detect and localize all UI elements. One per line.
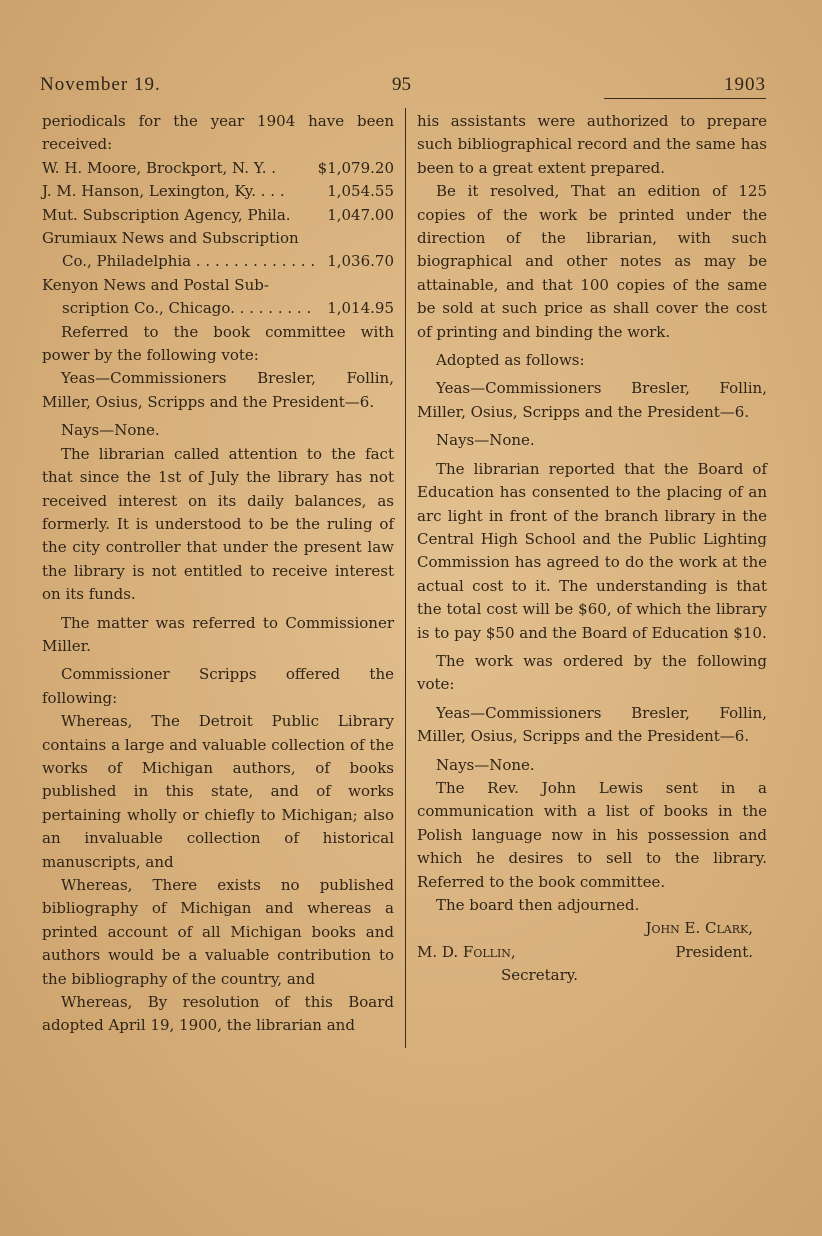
paragraph: The matter was referred to Commissioner Miller. — [42, 613, 394, 655]
paragraph: The board then adjourned. — [436, 896, 640, 914]
bidder-name: W. H. Moore, Brockport, N. Y. . — [42, 158, 277, 177]
bid-amount: 1,054.55 — [327, 182, 394, 201]
bid-amount: 1,047.00 — [327, 205, 394, 224]
vote-yeas: Yeas—Commissioners Bresler, Follin, Miller, Osius, Scripps and the President—6. — [417, 379, 767, 421]
header-rule — [604, 98, 766, 99]
bidder-name: Grumiaux News and Subscription — [42, 229, 299, 248]
paragraph: Adopted as follows: — [436, 351, 585, 370]
paragraph: Referred to the book committee with power by the following vote: — [42, 322, 394, 365]
bid-entry — [42, 204, 394, 227]
secretary-name: M. D. Follin, — [417, 942, 516, 961]
bid-entry — [42, 297, 394, 320]
bid-entry — [42, 227, 394, 250]
bid-amount: $1,079.20 — [317, 158, 394, 177]
vote-yeas: Yeas—Commissioners Bresler, Follin, Miller, Osius, Scripps and the President—6. — [417, 703, 767, 746]
vote-nays: Nays—None. — [61, 421, 160, 440]
paragraph: The work was ordered by the following vote: — [417, 651, 767, 694]
paragraph: periodicals for the year 1904 have been received: — [42, 112, 394, 154]
signature-block — [417, 917, 767, 987]
bid-entry — [42, 180, 394, 203]
page-number: 95 — [392, 74, 411, 95]
president-name: John E. Clark, — [645, 919, 753, 938]
right-column — [417, 110, 767, 988]
vote-nays: Nays—None. — [436, 431, 535, 450]
bid-list — [42, 157, 394, 321]
secretary-title: Secretary. — [501, 966, 578, 985]
paragraph: Whereas, By resolution of this Board adopted April 19, 1900, the librarian and — [42, 993, 394, 1035]
paragraph: The librarian reported that the Board of Education has consented to the placing of an arc light in front of the branch library in the Central High School and the Public Lighting Commission has agreed to do the work at the actual cost to it. The understanding is that the total cost will be $60, of which the library is to pay $50 and the Board of Education $10. — [417, 459, 767, 642]
bidder-name: Kenyon News and Postal Sub- — [42, 275, 269, 294]
paragraph: Whereas, The Detroit Public Library contains a large and valuable collection of the works of Michigan authors, of books published in this state, and of works pertaining wholly or chiefly to Michigan; also an invaluable collection of historical manuscripts, and — [42, 712, 394, 871]
bid-entry — [42, 157, 394, 180]
paragraph: Whereas, There exists no published bibliography of Michigan and whereas a printed account of all Michigan books and authors would be a valuable contribution to the bibliography of the country, and — [42, 876, 394, 988]
paragraph: his assistants were authorized to prepare such bibliographical record and the same has been to a great extent prepared. — [417, 112, 767, 177]
bidder-name: J. M. Hanson, Lexington, Ky. . . . — [42, 182, 285, 201]
bid-amount: 1,036.70 — [327, 252, 394, 271]
column-divider — [405, 108, 406, 1048]
header-year: 1903 — [724, 74, 766, 95]
bid-amount: 1,014.95 — [327, 299, 394, 318]
bid-entry — [42, 250, 394, 273]
bidder-name: scription Co., Chicago. . . . . . . . . — [62, 299, 312, 318]
paragraph: Commissioner Scripps offered the following: — [42, 665, 394, 707]
signature-row — [417, 941, 767, 964]
bidder-name: Co., Philadelphia . . . . . . . . . . . . . — [62, 252, 316, 271]
vote-nays: Nays—None. — [436, 755, 535, 774]
bidder-name: Mut. Subscription Agency, Phila. — [42, 205, 291, 224]
bid-entry — [42, 274, 394, 297]
paragraph: Be it resolved, That an edition of 125 copies of the work be printed under the direction of the librarian, with such biographical and other notes as may be attainable, and that 100 copies of the same be sold at such price as shall cover the cost of printing and binding the work. — [417, 182, 767, 341]
left-column — [42, 110, 394, 1038]
header-date: November 19. — [40, 74, 161, 95]
page-header — [40, 74, 766, 100]
vote-yeas: Yeas—Commissioners Bresler, Follin, Miller, Osius, Scripps and the President—6. — [42, 369, 394, 411]
president-title: President. — [675, 942, 753, 961]
paragraph: The Rev. John Lewis sent in a communication with a list of books in the Polish language now in his possession and which he desires to sell to the library. Referred to the book committee. — [417, 778, 767, 891]
paragraph: The librarian called attention to the fact that since the 1st of July the library has not received interest on its daily balances, as formerly. It is understood to be the ruling of the city controller that under the present law the library is not entitled to receive interest on its funds. — [42, 444, 394, 604]
